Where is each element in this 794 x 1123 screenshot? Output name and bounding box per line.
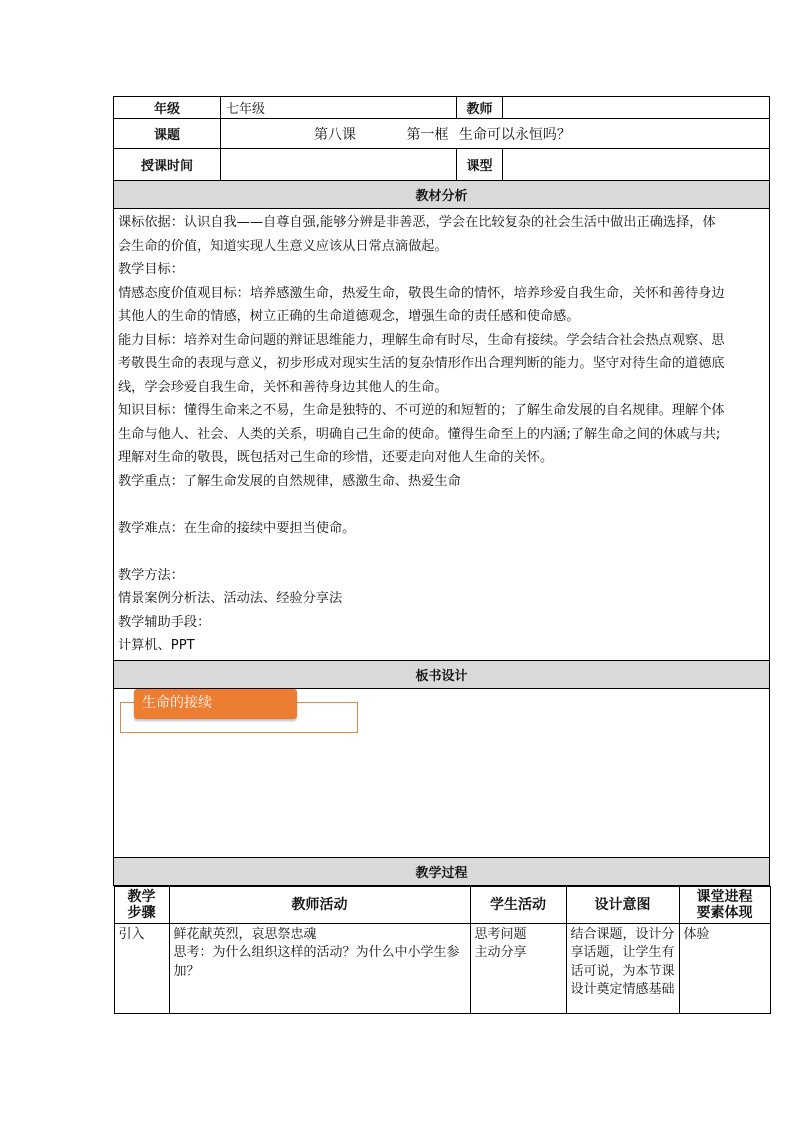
process-header-row [114,857,770,885]
analysis-line: 教学难点：在生命的接续中要担当使命。 [118,520,356,536]
teacher-value [503,97,770,119]
time-row [114,149,770,181]
analysis-line: 生命与他人、社会、人类的关系，明确自己生命的使命。懂得生命至上的内涵;了解生命之间的休戚与共; [118,426,721,442]
analysis-line: 线，学会珍爱自我生命，关怀和善待身边其他人的生命。 [118,379,448,395]
board-area [114,689,769,857]
col-progress-header: 课堂进程要素体现 [679,886,770,923]
topic-title: 生命可以永恒吗？ [458,126,571,143]
analysis-body [114,209,770,661]
analysis-line: 知识目标：懂得生命来之不易，生命是独特的、不可逆的和短暂的；了解生命发展的自名规律。理解个体 [118,403,725,418]
topic-value [221,119,770,149]
analysis-line: 教学辅助手段： [118,614,211,630]
process-columns-row [114,886,770,923]
time-value [221,149,457,181]
analysis-blank-line [118,540,765,564]
analysis-line: 理解对生命的敬畏，既包括对己生命的珍惜，还要走向对他人生命的关怀。 [118,450,554,465]
topic-label: 课题 [114,119,221,149]
student-activity-line: 思考问题 [474,926,527,942]
row-design-intent: 结合课题，设计分享话题，让学生有话可说，为本节课设计奠定情感基础 [566,923,679,1013]
process-table [114,886,771,1014]
analysis-line: 课标依据：认识自我——自尊自强,能够分辨是非善恶，学会在比较复杂的社会生活中做出正确选择，体 [118,215,716,230]
topic-frame: 第一框 [406,126,449,143]
grade-row [114,97,770,119]
analysis-line: 教学目标： [118,262,184,277]
process-title: 教学过程 [114,857,770,885]
analysis-title: 教材分析 [114,181,770,209]
analysis-line: 会生命的价值，知道实现人生意义应该从日常点滴做起。 [118,238,448,254]
process-body-row [114,885,770,1014]
analysis-line: 教学方法： [118,567,184,583]
row-teacher-activity [169,923,470,1013]
type-label: 课型 [457,149,503,181]
grade-label: 年级 [114,97,221,119]
row-step: 引入 [114,923,169,1013]
student-activity-line: 主动分享 [474,945,527,960]
analysis-body-row [114,209,770,661]
col-step-header: 教学步骤 [114,886,169,923]
col-intent-header: 设计意图 [566,886,679,923]
grade-value: 七年级 [221,97,457,119]
lesson-plan-table [113,96,770,1014]
row-student-activity [470,923,566,1013]
analysis-line: 情感态度价值观目标：培养感激生命，热爱生命，敬畏生命的情怀，培养珍爱自我生命，关怀和善待身边 [118,285,725,301]
analysis-line: 考敬畏生命的表现与意义，初步形成对现实生活的复杂情形作出合理判断的能力。坚守对待生命的道德底 [118,356,725,371]
teacher-label: 教师 [457,97,503,119]
row-progress: 体验 [679,923,770,1013]
process-row [114,923,770,1013]
time-label: 授课时间 [114,149,221,181]
teacher-activity-line: 思考：为什么组织这样的活动？为什么中小学生参加？ [173,945,460,979]
analysis-line: 教学重点：了解生命发展的自然规律，感激生命、热爱生命 [118,473,461,489]
topic-row [114,119,770,149]
topic-lesson: 第八课 [314,126,356,143]
analysis-line: 能力目标：培养对生命问题的辩证思维能力，理解生命有时尽，生命有接续。学会结合社会热点观察、思 [118,332,725,348]
analysis-blank-line [118,493,765,517]
board-title: 板书设计 [114,660,770,688]
board-body [114,688,770,857]
col-teacher-header: 教师活动 [169,886,470,923]
analysis-line: 计算机、PPT [118,638,195,653]
analysis-line: 情景案例分析法、活动法、经验分享法 [118,591,343,606]
type-value [503,149,770,181]
analysis-line: 其他人的生命的情感，树立正确的生命道德观念，增强生命的责任感和使命感。 [118,309,580,324]
board-header-row [114,660,770,688]
board-body-row [114,688,770,857]
process-body [114,885,770,1014]
analysis-header-row [114,181,770,209]
board-topic-tag: 生命的接续 [134,689,297,719]
teacher-activity-line: 鲜花献英烈，哀思祭忠魂 [173,926,317,942]
col-student-header: 学生活动 [470,886,566,923]
